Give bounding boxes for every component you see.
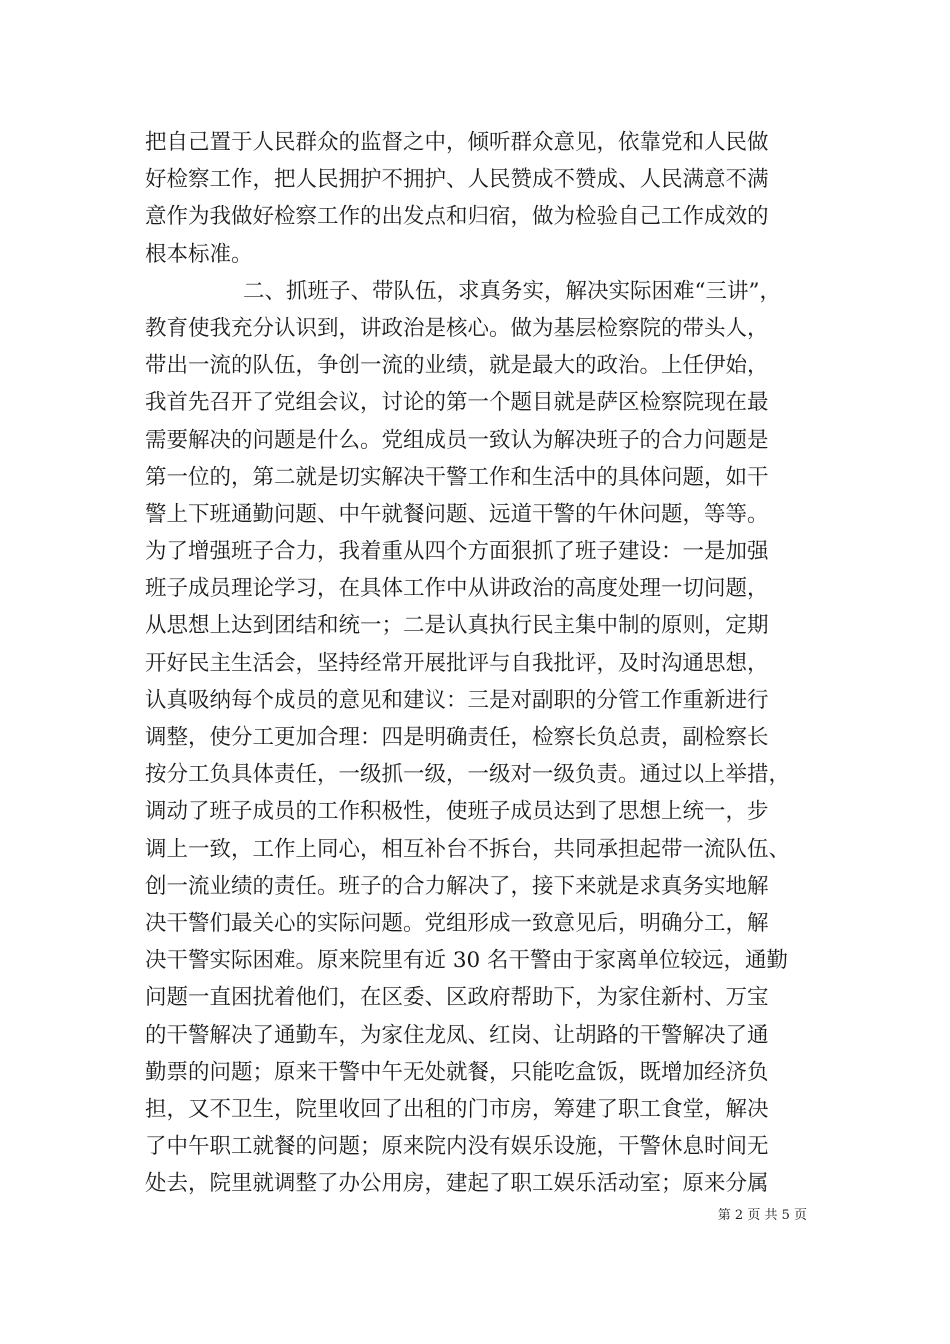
text-line: 按分工负具体责任，一级抓一级，一级对一级负责。通过以上举措， [145,762,791,788]
text-line: 教育使我充分认识到，讲政治是核心。做为基层检察院的带头人， [145,315,769,341]
text-line: 问题一直困扰着他们，在区委、区政府帮助下，为家住新村、万宝 [145,985,769,1011]
text-line: 调上一致，工作上同心，相互补台不拆台，共同承担起带一流队伍、 [145,836,791,862]
text-line: 为了增强班子合力，我着重从四个方面狠抓了班子建设：一是加强 [145,539,769,565]
text-line: 需要解决的问题是什么。党组成员一致认为解决班子的合力问题是 [145,427,769,453]
text-line: 根本标准。 [145,241,253,267]
text-line: 的干警解决了通勤车，为家住龙凤、红岗、让胡路的干警解决了通 [145,1022,769,1048]
text-line: 决干警实际困难。原来院里有近 30 名干警由于家离单位较远，通勤 [145,948,789,974]
text-line: 调动了班子成员的工作积极性，使班子成员达到了思想上统一，步 [145,799,769,825]
text-line: 勤票的问题；原来干警中午无处就餐，只能吃盒饭，既增加经济负 [145,1059,769,1085]
text-line: 带出一流的队伍，争创一流的业绩，就是最大的政治。上任伊始， [145,353,769,379]
text-line: 了中午职工就餐的问题；原来院内没有娱乐设施，干警休息时间无 [145,1134,769,1160]
text-line: 把自己置于人民群众的监督之中，倾听群众意见，依靠党和人民做 [145,130,769,155]
text-line: 好检察工作，把人民拥护不拥护、人民赞成不赞成、人民满意不满 [145,167,769,193]
text-line: 我首先召开了党组会议，讨论的第一个题目就是萨区检察院现在最 [145,390,769,416]
text-line: 认真吸纳每个成员的意见和建议：三是对副职的分管工作重新进行 [145,687,769,713]
body-text [145,124,835,1202]
text-line: 调整，使分工更加合理：四是明确责任，检察长负总责，副检察长 [145,725,769,750]
section-heading-line: 二、抓班子、带队伍，求真务实，解决实际困难“三讲”， [243,278,781,304]
text-line: 班子成员理论学习，在具体工作中从讲政治的高度处理一切问题， [145,576,769,602]
text-line: 创一流业绩的责任。班子的合力解决了，接下来就是求真务实地解 [145,873,769,899]
text-line: 担，又不卫生，院里收回了出租的门市房，筹建了职工食堂，解决 [145,1096,769,1122]
page-number-footer: 第 2 页 共 5 页 [717,1208,807,1223]
text-line: 开好民主生活会，坚持经常开展批评与自我批评，及时沟通思想， [145,650,769,676]
text-line: 警上下班通勤问题、中午就餐问题、远道干警的午休问题，等等。 [145,501,769,527]
text-line: 决干警们最关心的实际问题。党组形成一致意见后，明确分工，解 [145,910,769,936]
text-line: 处去，院里就调整了办公用房，建起了职工娱乐活动室；原来分属 [145,1171,769,1197]
text-line: 第一位的，第二就是切实解决干警工作和生活中的具体问题，如干 [145,464,769,490]
text-line: 意作为我做好检察工作的出发点和归宿，做为检验自己工作成效的 [145,204,769,230]
text-line: 从思想上达到团结和统一；二是认真执行民主集中制的原则，定期 [145,613,769,639]
